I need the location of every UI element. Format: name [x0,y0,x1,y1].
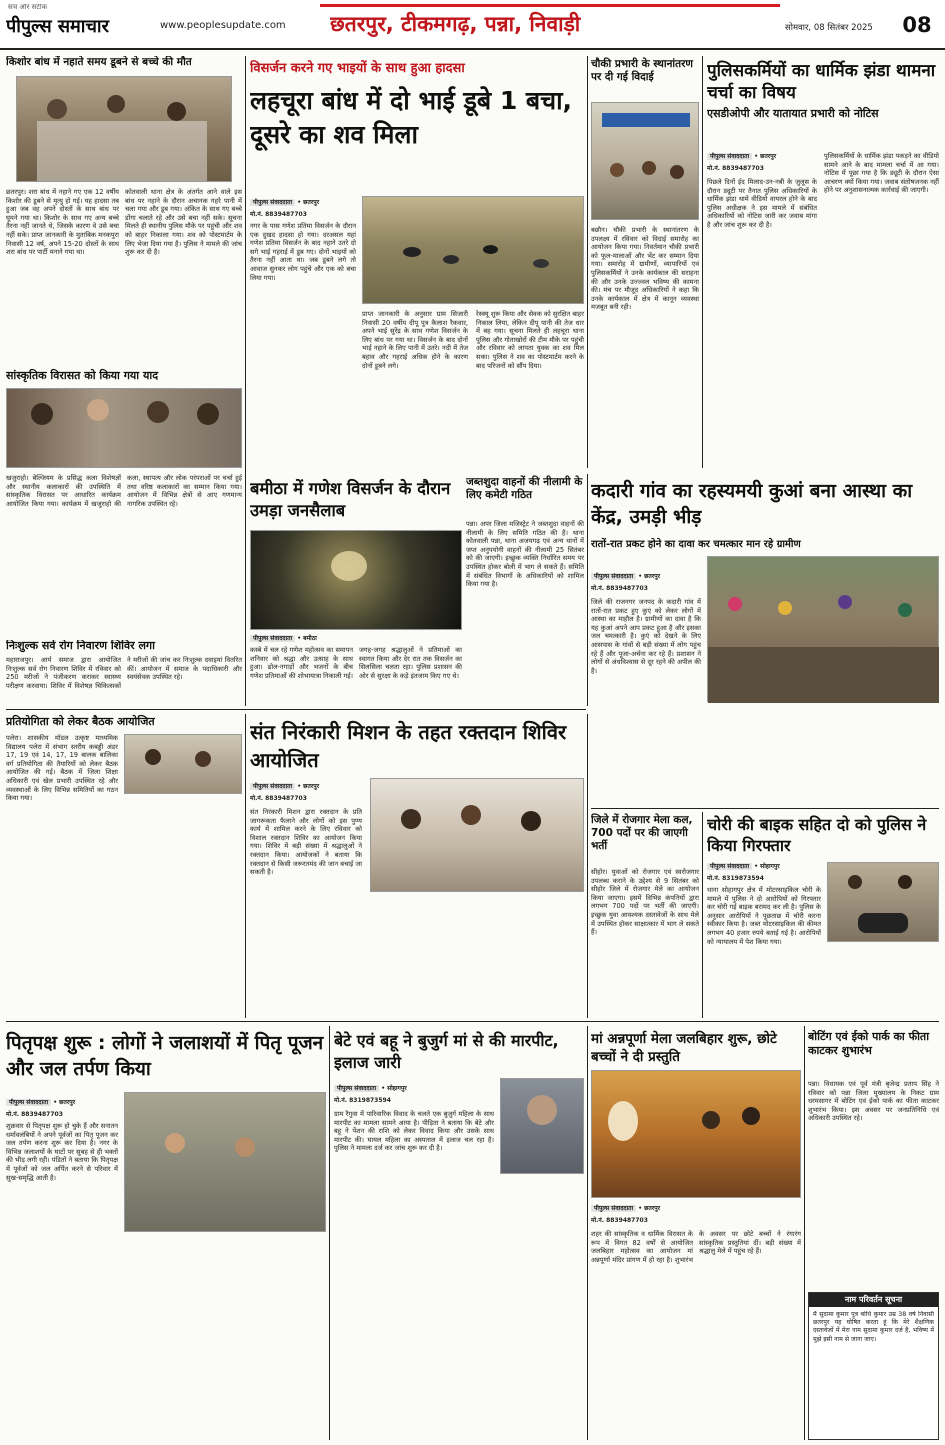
story-lahchura-dam [250,56,584,468]
headline: मां अन्नपूर्णा मेला जलबिहार शुरू, छोटे बच्चों ने दी प्रस्तुति [591,1031,777,1065]
body-col-2: प्राप्त जानकारी के अनुसार ग्राम सिजारी निवासी 20 वर्षीय दीपू पुत्र कैलाश रैकवार, अपने भाई सुरेंद्र के साथ गणेश विसर्जन के लिए बांध पर गया था। विसर्जन के बाद दोनों भाई नहाने के लिए पानी में उतरे। नदी में तेज बहाव और गहराई अधिक होने के कारण दोनों डूबने लगे। [362,310,468,370]
photo-arrested-bike [827,862,939,942]
accent-bar [320,4,780,7]
headline: प्रतियोगिता को लेकर बैठक आयोजित [6,715,155,728]
headline: संत निरंकारी मिशन के तहत रक्तदान शिविर आयोजित [250,720,567,772]
body: जिले की राजनगर जनपद के कदारी गांव में रातों-रात प्रकट हुए कुएं को लेकर लोगों में आस्था का माहौल है। ग्रामीणों का दावा है कि यह कुआं अपने आप प्रकट हुआ है और इसका जल चमत्कारी है। कुएं को देखने के लिए आसपास के गांवों से बड़ी संख्या में लोग पहुंच रहे हैं और पूजा-अर्चना कर रहे हैं। प्रशासन ने लोगों से अंधविश्वास से दूर रहने की अपील की है। [591,598,701,675]
headline: सांस्कृतिक विरासत को किया गया याद [6,369,159,382]
byline-tag: पीपुल्स संवाददाता [591,1205,636,1212]
headline: निःशुल्क सर्व रोग निवारण शिविर लगा [6,640,155,652]
headline: पुलिसकर्मियों का धार्मिक झंडा थामना चर्चा का विषय [707,61,936,103]
name-change-notice [808,1292,939,1440]
headline: चौकी प्रभारी के स्थानांतरण पर दी गई विदाई [591,58,694,83]
headline: लहचूरा बांध में दो भाई डूबे 1 बचा, दूसरे का शव मिला [250,86,573,149]
body: पलेरा। शासकीय मॉडल उत्कृष्ट माध्यमिक विद्यालय पलेरा में संभाग स्तरीय कबड्डी अंडर 17, 19 एवं 14, 17, 19 बालक बालिका वर्ग प्रतियोगिता की तैयारियों को लेकर बैठक आयोजित की गई। बैठक में जिला शिक्षा अधिकारी एवं खेल प्रभारी उपस्थित रहे और व्यवस्थाओं के लिए विभिन्न समितियों का गठन किया गया। [6,734,118,803]
byline-tag: पीपुल्स संवाददाता [707,863,752,870]
story-pitru-paksha [6,1026,326,1440]
story-bamitha-immersion [250,474,462,706]
photo-blood-camp [370,778,584,892]
headline: पितृपक्ष शुरू : लोगों ने जलाशयों में पितृ पूजन और जल तर्पण किया [6,1032,324,1080]
subheadline: एसडीओपी और यातायात प्रभारी को नोटिस [707,107,879,120]
story-elderly-assault [334,1026,584,1440]
body-col-1: पिछले दिनों ईद मिलाद-उन-नबी के जुलूस के दौरान ड्यूटी पर तैनात पुलिस अधिकारियों के धार्मिक झंडा थामे वीडियो वायरल होने के बाद पुलिस अधीक्षक ने इस मामले में संबंधित अधिकारियों को नोटिस जारी कर जवाब मांगा है और जांच शुरू कर दी है। [707,178,817,229]
body-col-3: रेस्क्यू शुरू किया और सेवक को सुरक्षित बाहर निकाल लिया, लेकिन दीपू पानी की तेज धार में बह गया। सूचना मिलते ही लहचूरा थाना पुलिस और गोताखोरों की टीम मौके पर पहुंची और रविवार को लापता युवक का शव मिल सका। पुलिस ने शव का पोस्टमार्टम करने के बाद परिजनों को सौंप दिया। [476,310,584,370]
divider [587,474,588,706]
body: शहर की सांस्कृतिक व धार्मिक विरासत के रूप में विगत 82 वर्षों से आयोजित जलबिहार महोत्सव का आयोजन मां अन्नपूर्णा मंदिर प्रांगण में हो रहा है। शुभारंभ के अवसर पर छोटे बच्चों ने रंगारंग सांस्कृतिक प्रस्तुतियां दीं। बड़ी संख्या में श्रद्धालु मेले में पहुंच रहे हैं। [591,1230,801,1264]
divider [587,714,588,1018]
body-col-2: कोतवाली थाना क्षेत्र के अंतर्गत आने वाले इस बांध पर नहाने के दौरान अचानक गहरे पानी में चला गया और डूब गया। अंकित के साथ गए बच्चे डोंगा चलाते रहे और उसे बचा नहीं सके। सूचना मिलते ही स्थानीय पुलिस मौके पर पहुंची और शव को बाहर निकाला गया। शव को पोस्टमार्टम के लिए भेजा दिया गया है। पुलिस ने मामले की जांच शुरू कर दी है। [125,188,242,257]
headline: जब्तशुदा वाहनों की नीलामी के लिए कमेटी गठित [466,476,583,501]
body: ग्राम रैगुवा में पारिवारिक विवाद के चलते एक बुजुर्ग महिला के साथ मारपीट का मामला सामने आया है। पीड़िता ने बताया कि बेटे और बहू ने पेंशन की राशि को लेकर विवाद किया और उसके साथ मारपीट की। घायल महिला का अस्पताल में इलाज चल रहा है। पुलिस ने मामला दर्ज कर जांच शुरू कर दी है। [334,1110,494,1153]
photo-water-offering [124,1092,326,1232]
byline-tag: पीपुल्स संवाददाता [6,1099,51,1106]
headline: बेटे एवं बहू ने बुजुर्ग मां से की मारपीट, इलाज जारी [334,1031,559,1072]
byline: पीपुल्स संवाददाता • सोहागपुर [334,1084,407,1092]
byline-place: सोहागपुर [760,863,780,870]
byline-place: छतरपुर [303,783,320,790]
body: संत निरंकारी मिशन द्वारा रक्तदान के प्रति जागरूकता फैलाने और लोगों को इस पुण्य कार्य में शामिल करने के लिए रविवार को विशाल रक्तदान शिविर का आयोजन किया गया। शिविर में बड़ी संख्या में श्रद्धालुओं ने रक्तदान किया। आयोजकों ने बताया कि रक्तदान से किसी जरूरतमंद की जान बचाई जा सकती है। [250,808,362,877]
divider [587,1026,588,1440]
mobile-number: मो.नं. 8839487703 [6,1111,63,1118]
edition-title: छतरपुर, टीकमगढ़, पन्ना, निवाड़ी [330,12,581,36]
subheadline: रातों-रात प्रकट होने का दावा कर चमत्कार मान रहे ग्रामीण [591,539,801,550]
body: थाना सोहागपुर क्षेत्र में मोटरसाइकिल चोरी के मामले में पुलिस ने दो आरोपियों को गिरफ्तार कर चोरी गई बाइक बरामद कर ली है। पुलिस के अनुसार आरोपियों ने पूछताछ में चोरी करना स्वीकार किया है। जब्त मोटरसाइकिल की कीमत लगभग 40 हजार रुपये बताई गई है। आरोपियों को न्यायालय में पेश किया गया। [707,886,821,946]
divider [245,56,246,706]
story-police-flag [707,56,939,468]
byline-tag: पीपुल्स संवाददाता [250,199,295,206]
body-col-2: पुलिसकर्मियों के धार्मिक झंडा पकड़ने का वीडियो सामने आने के बाद मामला चर्चा में आ गया। नोटिस में पूछा गया है कि ड्यूटी के दौरान ऐसा आचरण क्यों किया गया। जवाब संतोषजनक नहीं होने पर अनुशासनात्मक कार्रवाई की जाएगी। [824,152,939,195]
notice-title: नाम परिवर्तन सूचना [809,1293,938,1307]
headline: बमीठा में गणेश विसर्जन के दौरान उमड़ा जनसैलाब [250,479,451,520]
photo-police-outpost [591,102,699,220]
website-link[interactable]: www.peoplesupdate.com [160,20,286,31]
body: पन्ना। विधायक एवं पूर्व मंत्री बृजेन्द्र प्रताप सिंह ने रविवार को पन्ना जिला मुख्यालय के निकट ग्राम धरमसागर में बोटिंग एवं ईको पार्क का फीता काटकर शुभारंभ किया। इस अवसर पर जनप्रतिनिधि एवं अधिकारी उपस्थित रहे। [808,1080,939,1123]
byline-tag: पीपुल्स संवाददाता [707,153,752,160]
byline-place: सोहागपुर [387,1085,407,1092]
byline-place: छतरपुर [644,573,661,580]
headline: बोटिंग एवं ईको पार्क का फीता काटकर शुभारंभ [808,1030,930,1057]
photo-river-rescue [362,196,584,304]
byline-place: छतरपुर [760,153,777,160]
story-mysterious-well [591,474,939,806]
masthead [0,0,945,50]
mobile-number: मो.नं. 8839487703 [707,165,764,172]
byline-tag: पीपुल्स संवाददाता [334,1085,379,1092]
byline: पीपुल्स संवाददाता • छतरपुर [250,198,319,206]
page-number: 08 [902,13,932,37]
photo-night-immersion [250,530,462,630]
logo[interactable] [6,4,156,44]
photo-meeting [124,734,242,794]
photo-crowd-at-dam [16,76,232,182]
divider [591,808,939,809]
divider [702,812,703,1018]
photo-well-crowd [707,556,939,702]
story-cultural-heritage [6,368,242,636]
story-bike-theft [707,812,939,1018]
notice-body: मैं सुदामा कुमार पुत्र बोधि कुमार उम्र 38 वर्ष निवासी छतरपुर यह घोषित करता हूं कि मेरे शैक्षणिक दस्तावेजों में मेरा नाम सुदामा कुमार दर्ज है, भविष्य में मुझे इसी नाम से जाना जाए। [813,1311,934,1343]
divider [245,714,246,1018]
issue-date: सोमवार, 08 सितंबर 2025 [785,23,873,33]
byline-place: छतरपुर [644,1205,661,1212]
photo-guests [6,388,242,468]
story-blood-donation [250,714,584,1018]
headline: चोरी की बाइक सहित दो को पुलिस ने किया गिरफ्तार [707,815,927,855]
byline-place: छतरपुर [303,199,320,206]
byline: पीपुल्स संवाददाता • छतरपुर [591,572,660,580]
story-competition-meeting [6,714,242,1018]
mobile-number: मो.नं. 8839487703 [250,211,307,218]
body: कस्बे में चल रहे गणेश महोत्सव का समापन शनिवार को श्रद्धा और उत्साह के साथ हुआ। ढोल-नगाड़ों और भजनों के बीच गणेश प्रतिमाओं की शोभायात्रा निकाली गई। जगह-जगह श्रद्धालुओं ने प्रतिमाओं का स्वागत किया और देर रात तक विसर्जन का सिलसिला चलता रहा। पुलिस प्रशासन की ओर से सुरक्षा के कड़े इंतजाम किए गए थे। [250,646,462,680]
divider [6,709,586,710]
story-annapurna-fair [591,1026,801,1440]
body-col-1: छतरपुर। शरा बांध में नहाने गए एक 12 वर्षीय किशोर की डूबने से मृत्यु हो गई। यह हादसा तब हुआ जब वह अपने दोस्तों के साथ बांध पर घूमने गया था। किशोर के साथ गए अन्य बच्चे तैरना नहीं जानते थे, जिसके कारण वे उसे बचा नहीं सके। प्राप्त जानकारी के मुताबिक मनकपुरा निवासी 12 वर्ष, अपने 15-20 दोस्तों के साथ शरा बांध पर पार्टी मनाने गया था। [6,188,119,257]
mobile-number: मो.नं. 8839487703 [591,1217,648,1224]
byline: पीपुल्स संवाददाता • सोहागपुर [707,862,780,870]
mobile-number: मो.नं. 8319873594 [707,875,764,882]
byline: पीपुल्स संवाददाता • छतरपुर [591,1204,660,1212]
divider [6,1021,939,1022]
logo-text: पीपुल्स समाचार [6,16,109,37]
logo-tagline: सच और सटीक [8,4,48,11]
byline-place: बमीठा [303,635,317,642]
mobile-number: मो.नं. 8839487703 [250,795,307,802]
divider [329,1026,330,1440]
byline: पीपुल्स संवाददाता • छतरपुर [6,1098,75,1106]
body: महाराजपुर। आर्य समाज द्वारा आयोजित निःशुल्क सर्व रोग निवारण शिविर में रविवार को 250 मरीजों ने पंजीकरण कराकर स्वास्थ्य परीक्षण करवाया। शिविर में विशेषज्ञ चिकित्सकों ने मरीजों की जांच कर निःशुल्क दवाइयां वितरित कीं। आयोजन में समाज के पदाधिकारी और स्वयंसेवक उपस्थित रहे। [6,656,242,690]
body: शुक्रवार से पितृपक्ष शुरू हो चुके हैं और सनातन धर्मावलंबियों ने अपने पूर्वजों का पितृ पूजन कर जल तर्पण करना शुरू कर दिया है। नगर के विभिन्न जलाशयों के घाटों पर सुबह से ही भक्तों की भीड़ लगी रही। पंडितों ने बताया कि पितृपक्ष में पूर्वजों को जल अर्पित करने से परिवार में सुख-समृद्धि आती है। [6,1122,118,1182]
story-outpost-farewell [591,56,699,468]
photo-temple-event [591,1070,801,1198]
byline: पीपुल्स संवाददाता • बमीठा [250,634,317,642]
body: पन्ना। अपर जिला मजिस्ट्रेट ने जब्तशुदा वाहनों की नीलामी के लिए समिति गठित की है। थाना कोतवाली पन्ना, थाना अजयगढ़ एवं अन्य थानों में जप्त अनुपयोगी वाहनों की नीलामी 25 सितंबर को की जाएगी। इच्छुक व्यक्ति निर्धारित समय पर उपस्थित होकर बोली में भाग ले सकते हैं। समिति में संबंधित विभागों के अधिकारियों को शामिल किया गया है। [466,520,584,589]
headline: जिले में रोजगार मेला कल, 700 पदों पर की जाएगी भर्ती [591,814,693,852]
body: सीहोर। युवाओं को रोजगार एवं स्वरोजगार उपलब्ध कराने के उद्देश्य से 9 सितंबर को सीहोर जिले में रोजगार मेले का आयोजन किया जाएगा। इसमें विभिन्न कंपनियों द्वारा लगभग 700 पदों पर भर्ती की जाएगी। इच्छुक युवा आवश्यक दस्तावेजों के साथ मेले में उपस्थित होकर साक्षात्कार में भाग ले सकते हैं। [591,868,699,937]
byline: पीपुल्स संवाददाता • छतरपुर [250,782,319,790]
story-teen-drowning [6,56,242,364]
divider [804,1026,805,1440]
photo-elderly-woman [500,1078,584,1174]
body: खजुराहो। बेल्जियम के प्रसिद्ध कला विशेषज्ञों और स्थानीय कलाकारों की उपस्थिति में सांस्कृतिक विरासत पर आधारित कार्यक्रम आयोजित किया गया। कार्यक्रम में खजुराहो की कला, स्थापत्य और लोक परंपराओं पर चर्चा हुई तथा वरिष्ठ कलाकारों का सम्मान किया गया। आयोजन में विभिन्न क्षेत्रों से आए गणमान्य नागरिक उपस्थित रहे। [6,474,242,508]
mobile-number: मो.नं. 8319873594 [334,1097,391,1104]
story-vehicle-auction [466,474,584,706]
byline-place: छतरपुर [59,1099,76,1106]
byline-tag: पीपुल्स संवाददाता [591,573,636,580]
body-col-1: नगर के पास गणेश प्रतिमा विसर्जन के दौरान एक दुखद हादसा हो गया। दरअसल यहां गणेश प्रतिमा विसर्जन के बाद नहाने उतरे दो सगे भाई गहराई में डूब गए। दोनों भाइयों को तैरना नहीं आता था। जब डूबने लगे तो आवाज सुनकर लोग पहुंचे और एक को बचा लिया गया। [250,222,356,282]
byline-tag: पीपुल्स संवाददाता [250,635,295,642]
body: बछौन। चौकी प्रभारी के स्थानांतरण के उपलक्ष्य में रविवार को विदाई समारोह का आयोजन किया गया। निवर्तमान चौकी प्रभारी को फूल-मालाओं और भेंट कर सम्मान दिया गया। समारोह में ग्रामीणों, व्यापारियों एवं पुलिसकर्मियों ने उनके कार्यकाल की सराहना की और उनके उज्ज्वल भविष्य की कामना की। मंच पर मौजूद अधिकारियों ने कहा कि उनके कार्यकाल में क्षेत्र में कानून व्यवस्था मजबूत बनी रही। [591,226,699,312]
story-job-fair [591,812,699,1018]
byline-tag: पीपुल्स संवाददाता [250,783,295,790]
divider [587,56,588,468]
mobile-number: मो.नं. 8839487703 [591,585,648,592]
kicker: विसर्जन करने गए भाइयों के साथ हुआ हादसा [250,61,465,76]
byline: पीपुल्स संवाददाता • छतरपुर [707,152,776,160]
divider [702,56,703,468]
headline: किशोर बांध में नहाते समय डूबने से बच्चे की मौत [6,56,192,68]
story-eco-park [808,1026,939,1288]
headline: कदारी गांव का रहस्यमयी कुआं बना आस्था का केंद्र, उमड़ी भीड़ [591,480,913,528]
story-health-camp [6,640,242,708]
